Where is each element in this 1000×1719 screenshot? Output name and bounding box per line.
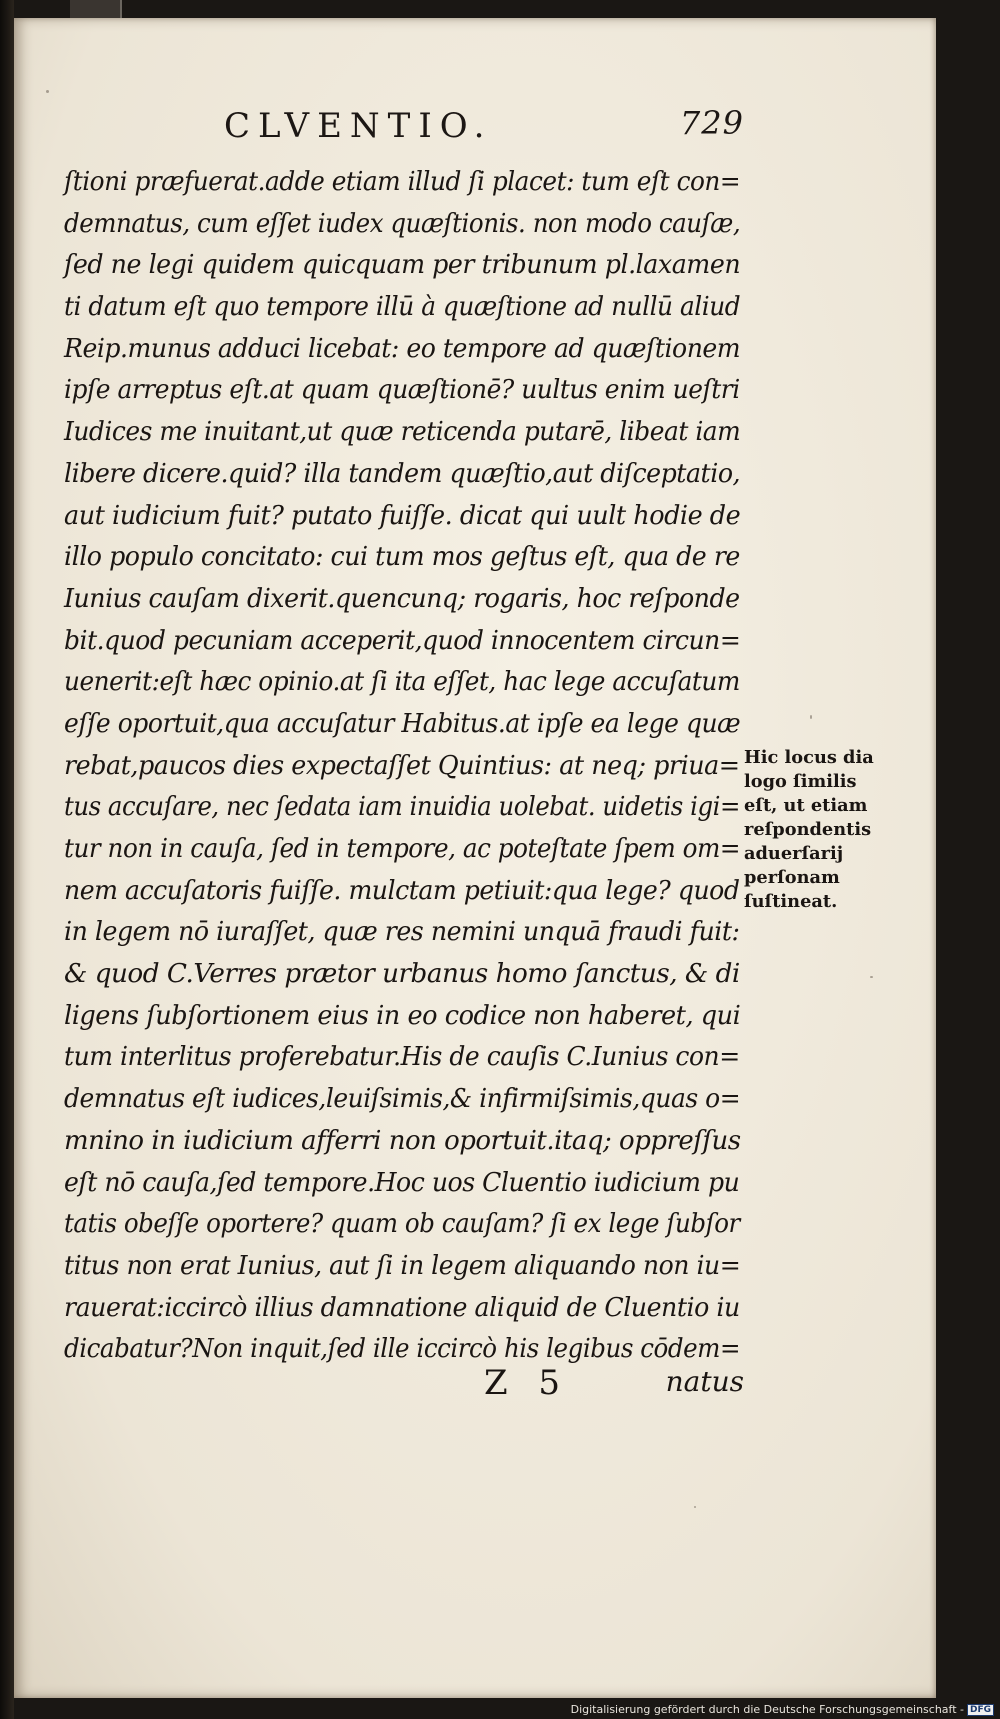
text-line: aut iudicium fuit? putato fuiſſe. dicat qui uult hodie de — [64, 499, 741, 531]
body-text — [64, 161, 744, 1370]
text-line: tum interlitus proferebatur.His de cauſis C.Iunius con= — [64, 1041, 740, 1073]
text-line: & quod C.Verres prætor urbanus homo ſanctus, & di — [64, 958, 740, 990]
paper-speck — [694, 1506, 696, 1508]
book-edge — [0, 0, 14, 1719]
text-line: tur non in cauſa, ſed in tempore, ac poteſtate ſpem om= — [64, 833, 741, 864]
marginal-note-line: perſonam — [744, 867, 840, 888]
text-line: bit.quod pecuniam acceperit,quod innocentem circun= — [64, 624, 741, 656]
text-line: dicabatur?Non inquit,ſed ille iccircò his legibus cōdem= — [64, 1333, 741, 1365]
text-line: ti datum eſt quo tempore illū à quæſtione ad nullū aliud — [64, 291, 741, 323]
paper-speck — [46, 90, 49, 93]
catchword: natus — [665, 1365, 744, 1398]
text-line: tus accuſare, nec ſedata iam inuidia uolebat. uidetis igi= — [64, 791, 740, 823]
text-line: ligens ſubſortionem eius in eo codice non haberet, qui — [64, 999, 741, 1031]
text-line: ſtioni præfuerat.adde etiam illud ſi placet: tum eſt con= — [64, 166, 741, 197]
text-line: ipſe arreptus eſt.at quam quæſtionē? uultus enim ueſtri — [64, 374, 740, 406]
text-line: titus non erat Iunius, aut ſi in legem aliquando non iu= — [64, 1249, 741, 1281]
text-line: libere dicere.quid? illa tandem quæſtio,aut diſceptatio, — [64, 457, 741, 489]
book-page — [14, 18, 936, 1698]
text-line: Iudices me inuitant,ut quæ reticenda putarē, libeat iam — [64, 416, 741, 448]
running-head: CLVENTIO. — [224, 106, 493, 146]
text-line: Iunius cauſam dixerit.quencunq; rogaris, hoc reſponde — [64, 582, 740, 614]
marginal-note — [744, 746, 894, 914]
text-line: nem accuſatoris fuiſſe. mulctam petiuit:qua lege? quod — [64, 874, 740, 906]
credit-text: Digitalisierung gefördert durch die Deutsche Forschungsgemeinschaft - — [570, 1703, 964, 1716]
page-footer — [484, 1363, 744, 1408]
marginal-note-line: eſt, ut etiam — [744, 795, 868, 816]
text-line: illo populo concitato: cui tum mos geſtus eſt, qua de re — [64, 541, 740, 573]
text-line: tatis obeſſe oportere? quam ob cauſam? ſi ex lege ſubſor — [64, 1208, 740, 1240]
text-line: eſſe oportuit,qua accuſatur Habitus.at ipſe ea lege quæ — [64, 707, 741, 739]
marginal-note-line: ſuſtineat. — [744, 891, 838, 912]
marginal-note-line: logo ſimilis — [744, 771, 857, 792]
text-line: eſt nō cauſa,ſed tempore.Hoc uos Cluentio iudicium pu — [64, 1166, 740, 1198]
marginal-note-line: aduerſarij — [744, 843, 844, 864]
marginal-note-line: reſpondentis — [744, 819, 872, 840]
text-line: rebat,paucos dies expectaſſet Quintius: at neq; priua= — [64, 749, 740, 781]
text-line: rauerat:iccircò illius damnatione aliquid de Cluentio iu — [64, 1291, 740, 1323]
text-line: mnino in iudicium afferri non oportuit.itaq; oppreſſus — [64, 1124, 741, 1156]
page-header — [224, 104, 744, 154]
text-line: in legem nō iuraſſet, quæ res nemini unquā fraudi fuit: — [64, 916, 740, 948]
paper-speck — [810, 715, 812, 719]
text-line: demnatus, cum eſſet iudex quæſtionis. non modo cauſæ, — [64, 207, 741, 239]
text-line: Reip.munus adduci licebat: eo tempore ad quæſtionem — [64, 332, 741, 364]
paper-speck — [870, 976, 873, 978]
text-line: ſed ne legi quidem quicquam per tribunum pl.laxamen — [64, 249, 741, 281]
dfg-logo: DFG — [967, 1704, 994, 1716]
marginal-note-line: Hic locus dia — [744, 747, 874, 768]
text-line: demnatus eſt iudices,leuiſsimis,& infirmiſsimis,quas o= — [64, 1083, 741, 1115]
text-line: uenerit:eſt hæc opinio.at ſi ita eſſet, hac lege accuſatum — [64, 666, 740, 698]
digitization-credit — [571, 1703, 994, 1716]
signature-mark: Z 5 — [484, 1363, 571, 1403]
page-number: 729 — [679, 104, 744, 142]
